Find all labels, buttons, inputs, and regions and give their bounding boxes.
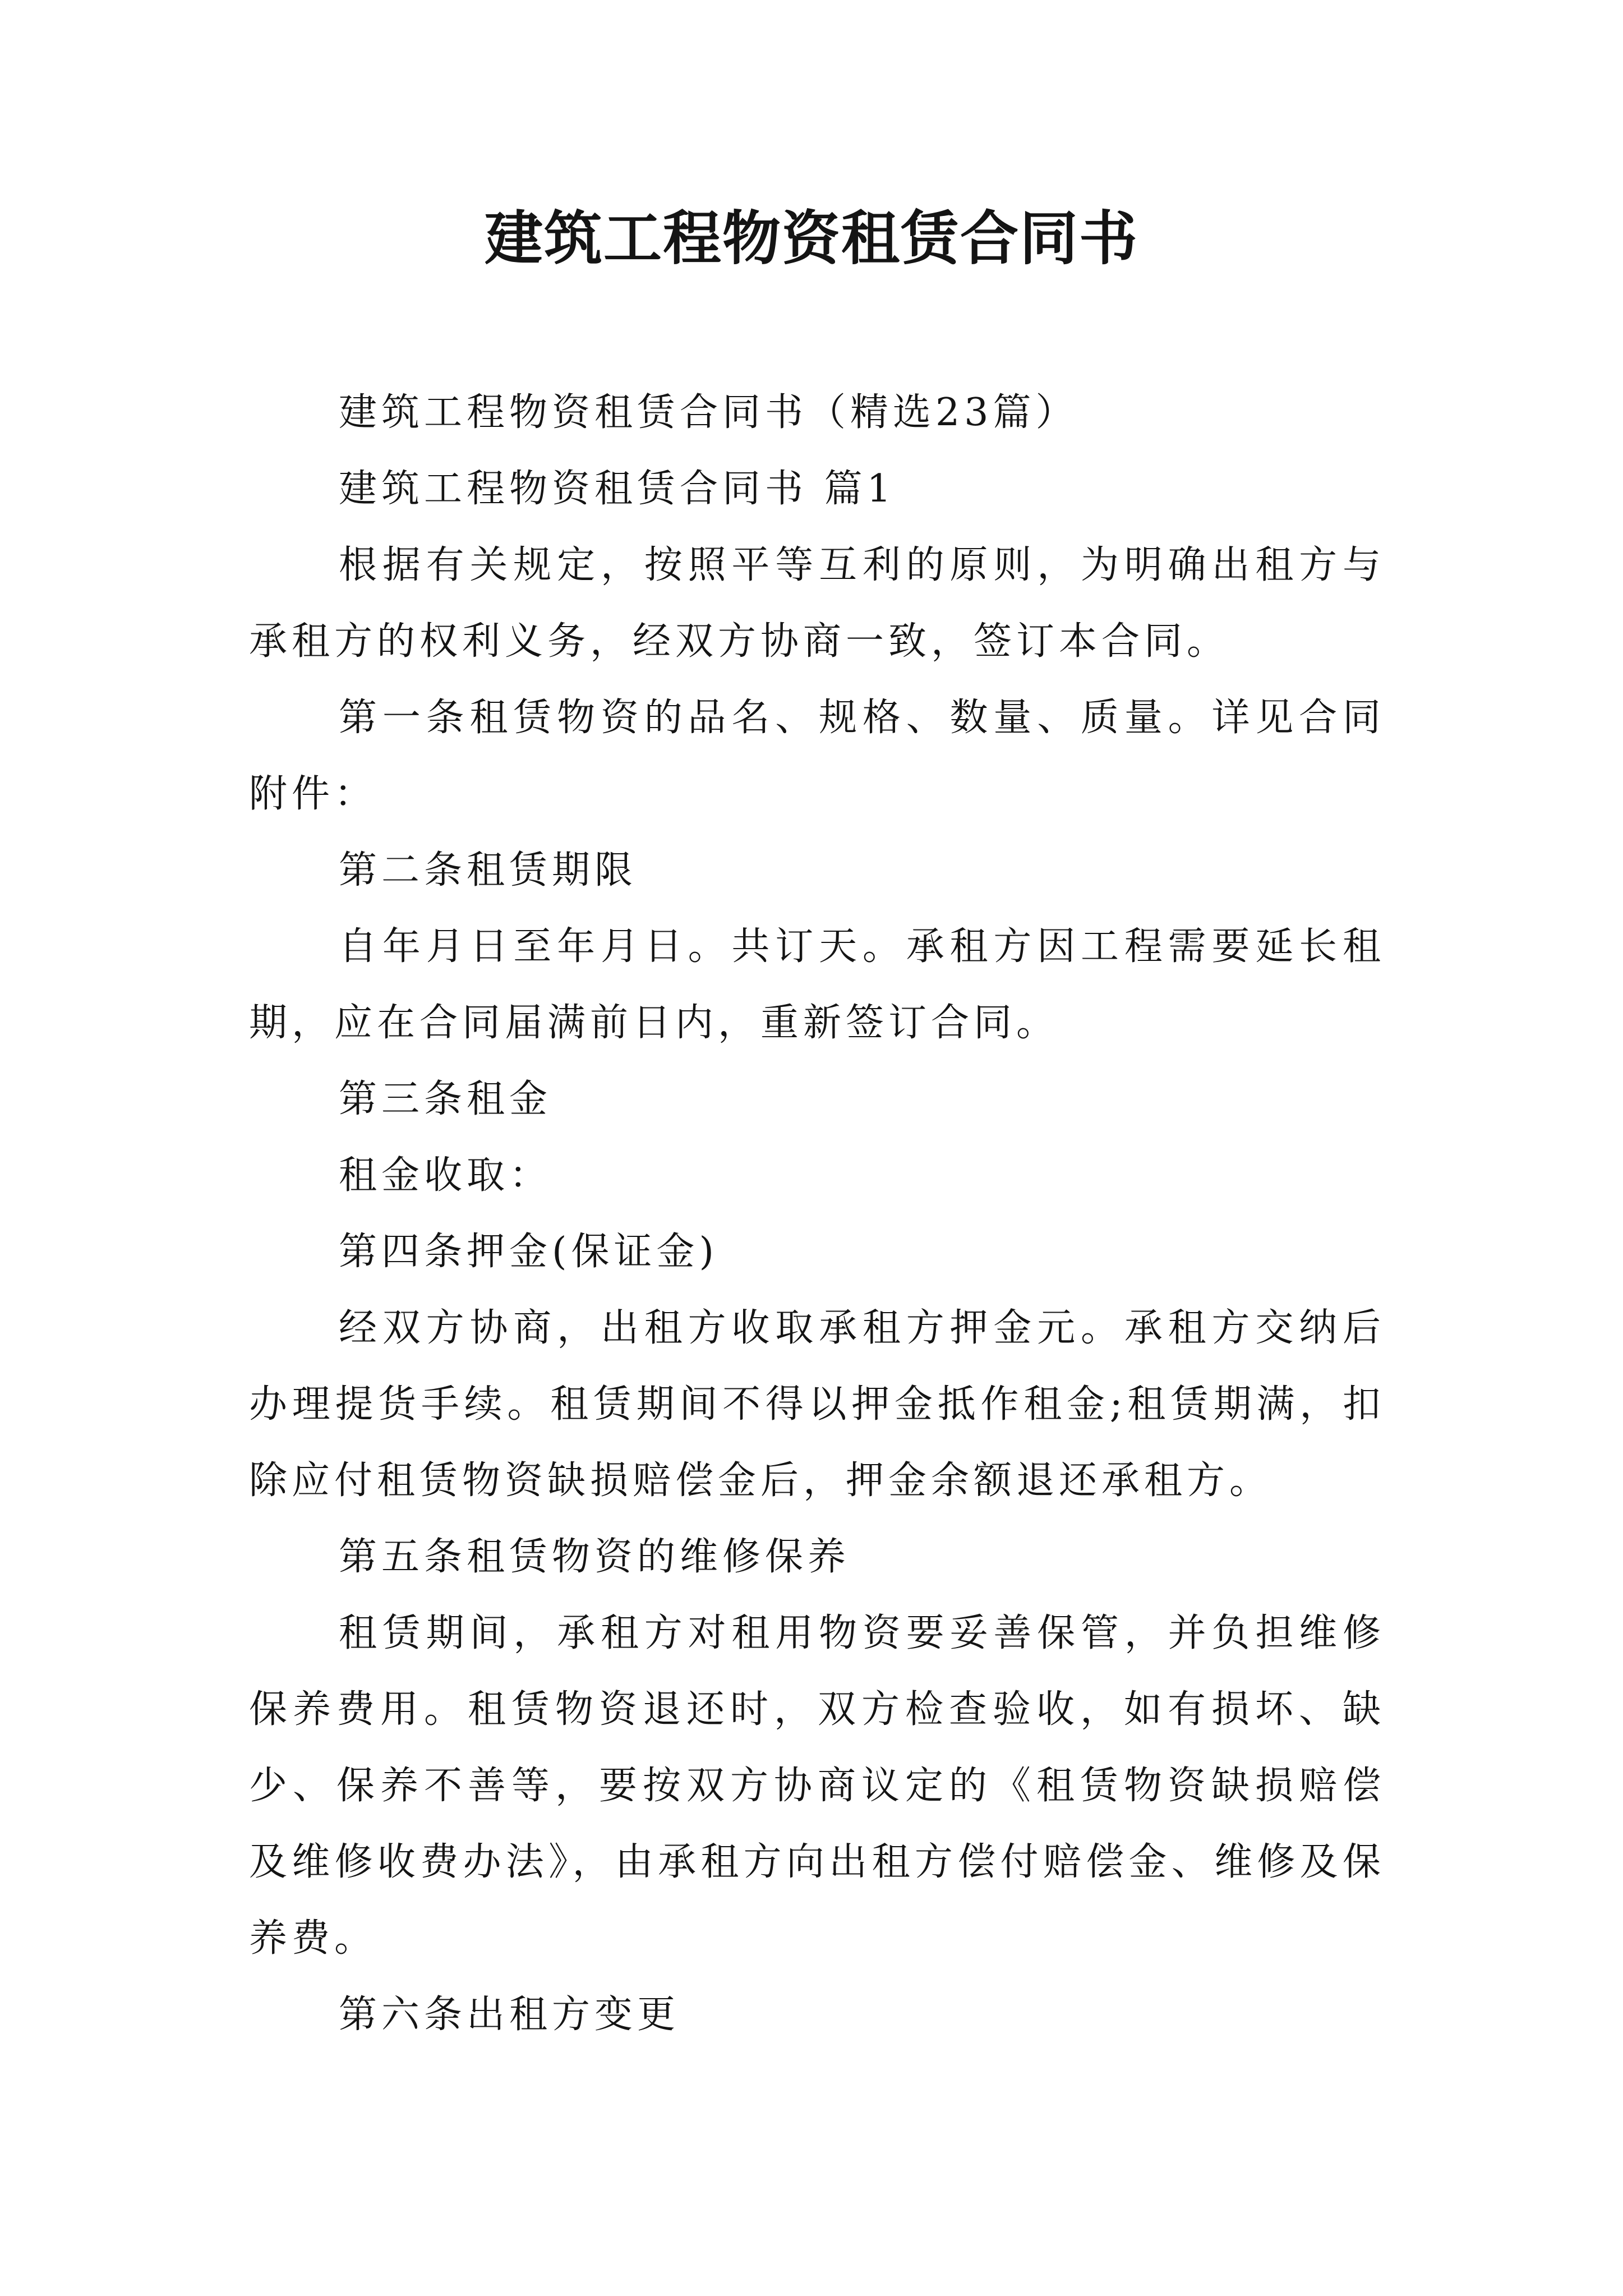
paragraph-article-2-body: 自年月日至年月日。共订天。承租方因工程需要延长租期，应在合同届满前日内，重新签订合同。 xyxy=(249,924,1385,1045)
paragraph-article-5-body: 租赁期间，承租方对租用物资要妥善保管，并负担维修保养费用。租赁物资退还时，双方检查验收，如有损坏、缺少、保养不善等，要按双方协商议定的《租赁物资缺损赔偿及维修收费办法》，由承租方向出租方偿付赔偿金、维修及保养费。 xyxy=(249,1611,1385,1961)
paragraph-article-1: 第一条租赁物资的品名、规格、数量、质量。详见合同附件： xyxy=(249,696,1385,816)
paragraph-article-3-heading: 第三条租金 xyxy=(339,1077,552,1121)
paragraph-collection-title: 建筑工程物资租赁合同书（精选23篇） xyxy=(339,390,1078,435)
paragraph-article-4-heading: 第四条押金(保证金) xyxy=(339,1230,719,1274)
paragraph-article-6-heading: 第六条出租方变更 xyxy=(339,1993,680,2037)
paragraph-article-5-heading: 第五条租赁物资的维修保养 xyxy=(339,1535,851,1579)
paragraph-article-3-body: 租金收取： xyxy=(339,1153,552,1198)
document-title: 建筑工程物资租赁合同书 xyxy=(484,204,1138,273)
paragraph-article-4-body: 经双方协商，出租方收取承租方押金元。承租方交纳后办理提货手续。租赁期间不得以押金抵作租金;租赁期满，扣除应付租赁物资缺损赔偿金后，押金余额退还承租方。 xyxy=(249,1306,1385,1503)
paragraph-section-heading: 建筑工程物资租赁合同书 篇1 xyxy=(339,467,896,511)
paragraph-article-2-heading: 第二条租赁期限 xyxy=(339,848,638,892)
document-body xyxy=(249,375,1385,2053)
paragraph-preamble: 根据有关规定，按照平等互利的原则，为明确出租方与承租方的权利义务，经双方协商一致，签订本合同。 xyxy=(249,543,1385,664)
